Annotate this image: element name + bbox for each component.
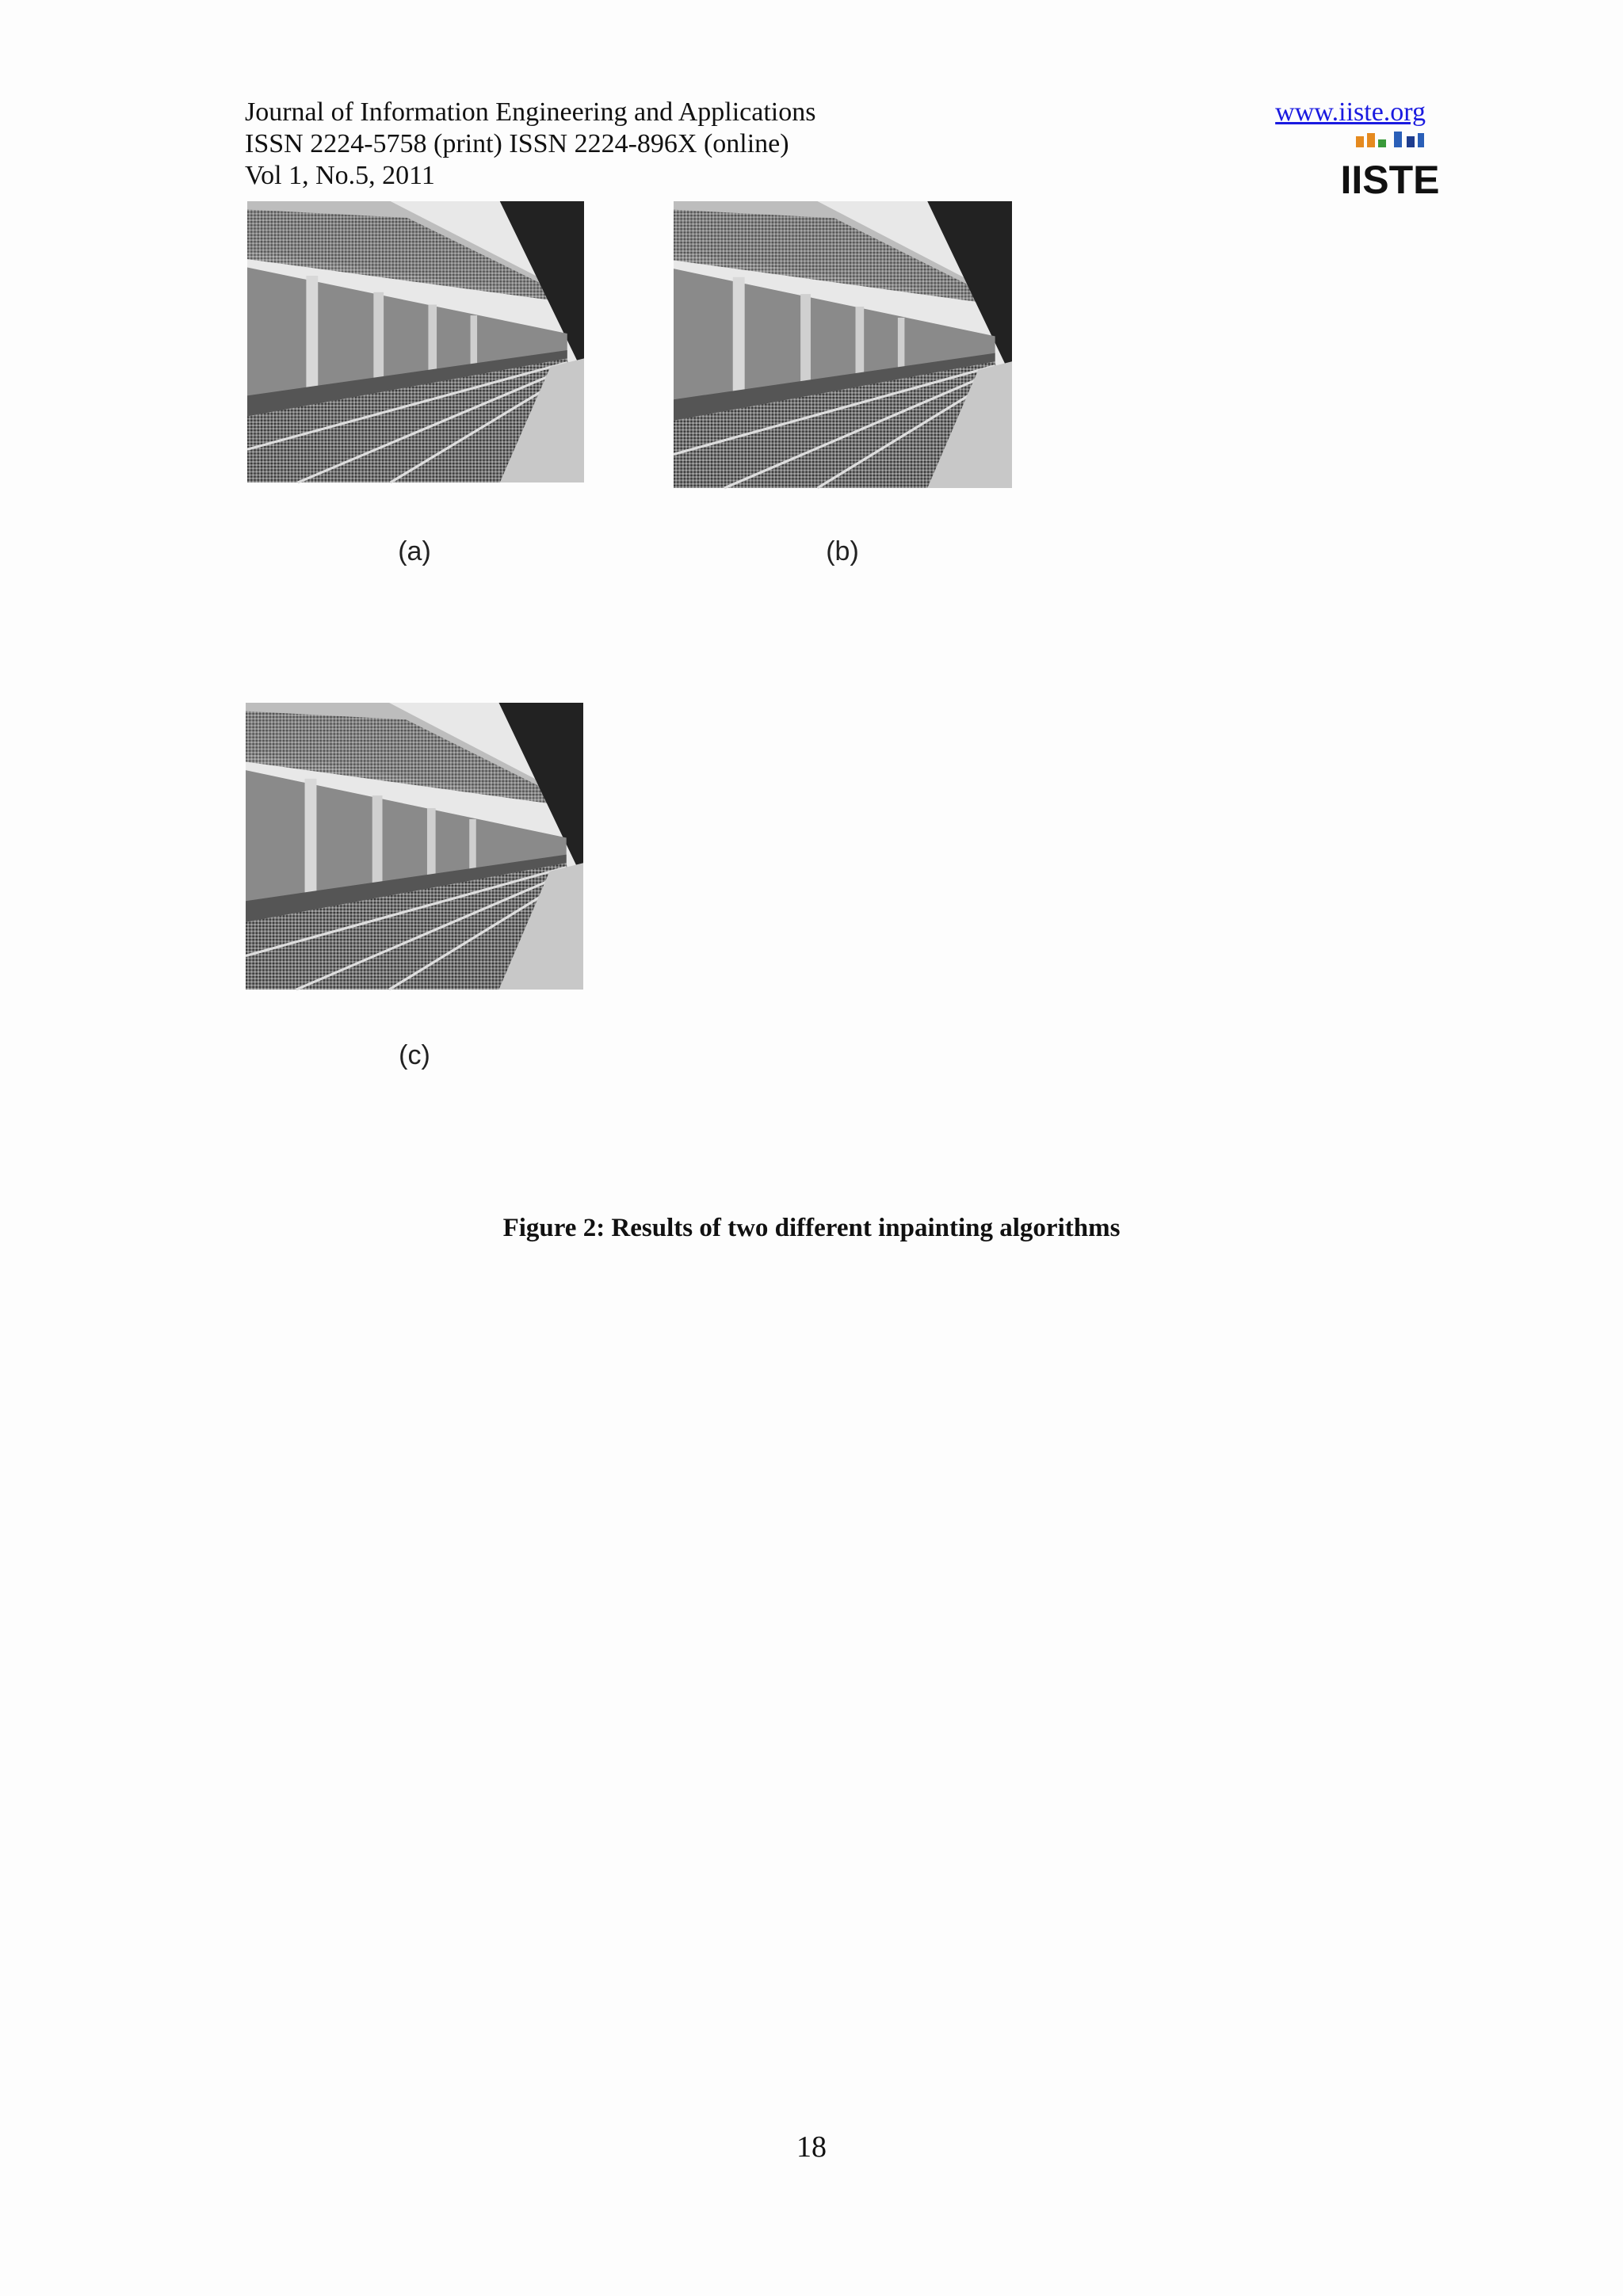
figure-panel-c	[246, 703, 583, 990]
journal-info	[245, 97, 1426, 192]
logo-text: IISTE	[1340, 158, 1440, 202]
figure-panel-a	[247, 201, 584, 482]
panel-label-b: (b)	[826, 536, 859, 566]
issn-line: ISSN 2224-5758 (print) ISSN 2224-896X (online)	[245, 129, 789, 158]
volume-line: Vol 1, No.5, 2011	[245, 161, 435, 190]
website-link[interactable]: www.iiste.org	[1275, 97, 1426, 127]
railway-platform-image-c	[246, 703, 583, 990]
page-header	[245, 97, 1440, 202]
page-number: 18	[796, 2130, 827, 2164]
panel-label-a: (a)	[398, 536, 431, 566]
journal-title: Journal of Information Engineering and Applications	[245, 97, 816, 127]
figure-caption: Figure 2: Results of two different inpainting algorithms	[502, 1214, 1121, 1242]
panel-label-c: (c)	[399, 1040, 430, 1070]
figure-panel-b	[674, 201, 1012, 488]
iiste-logo-icon	[1340, 132, 1440, 202]
railway-platform-image-a	[247, 201, 584, 482]
railway-platform-image-b	[674, 201, 1012, 488]
